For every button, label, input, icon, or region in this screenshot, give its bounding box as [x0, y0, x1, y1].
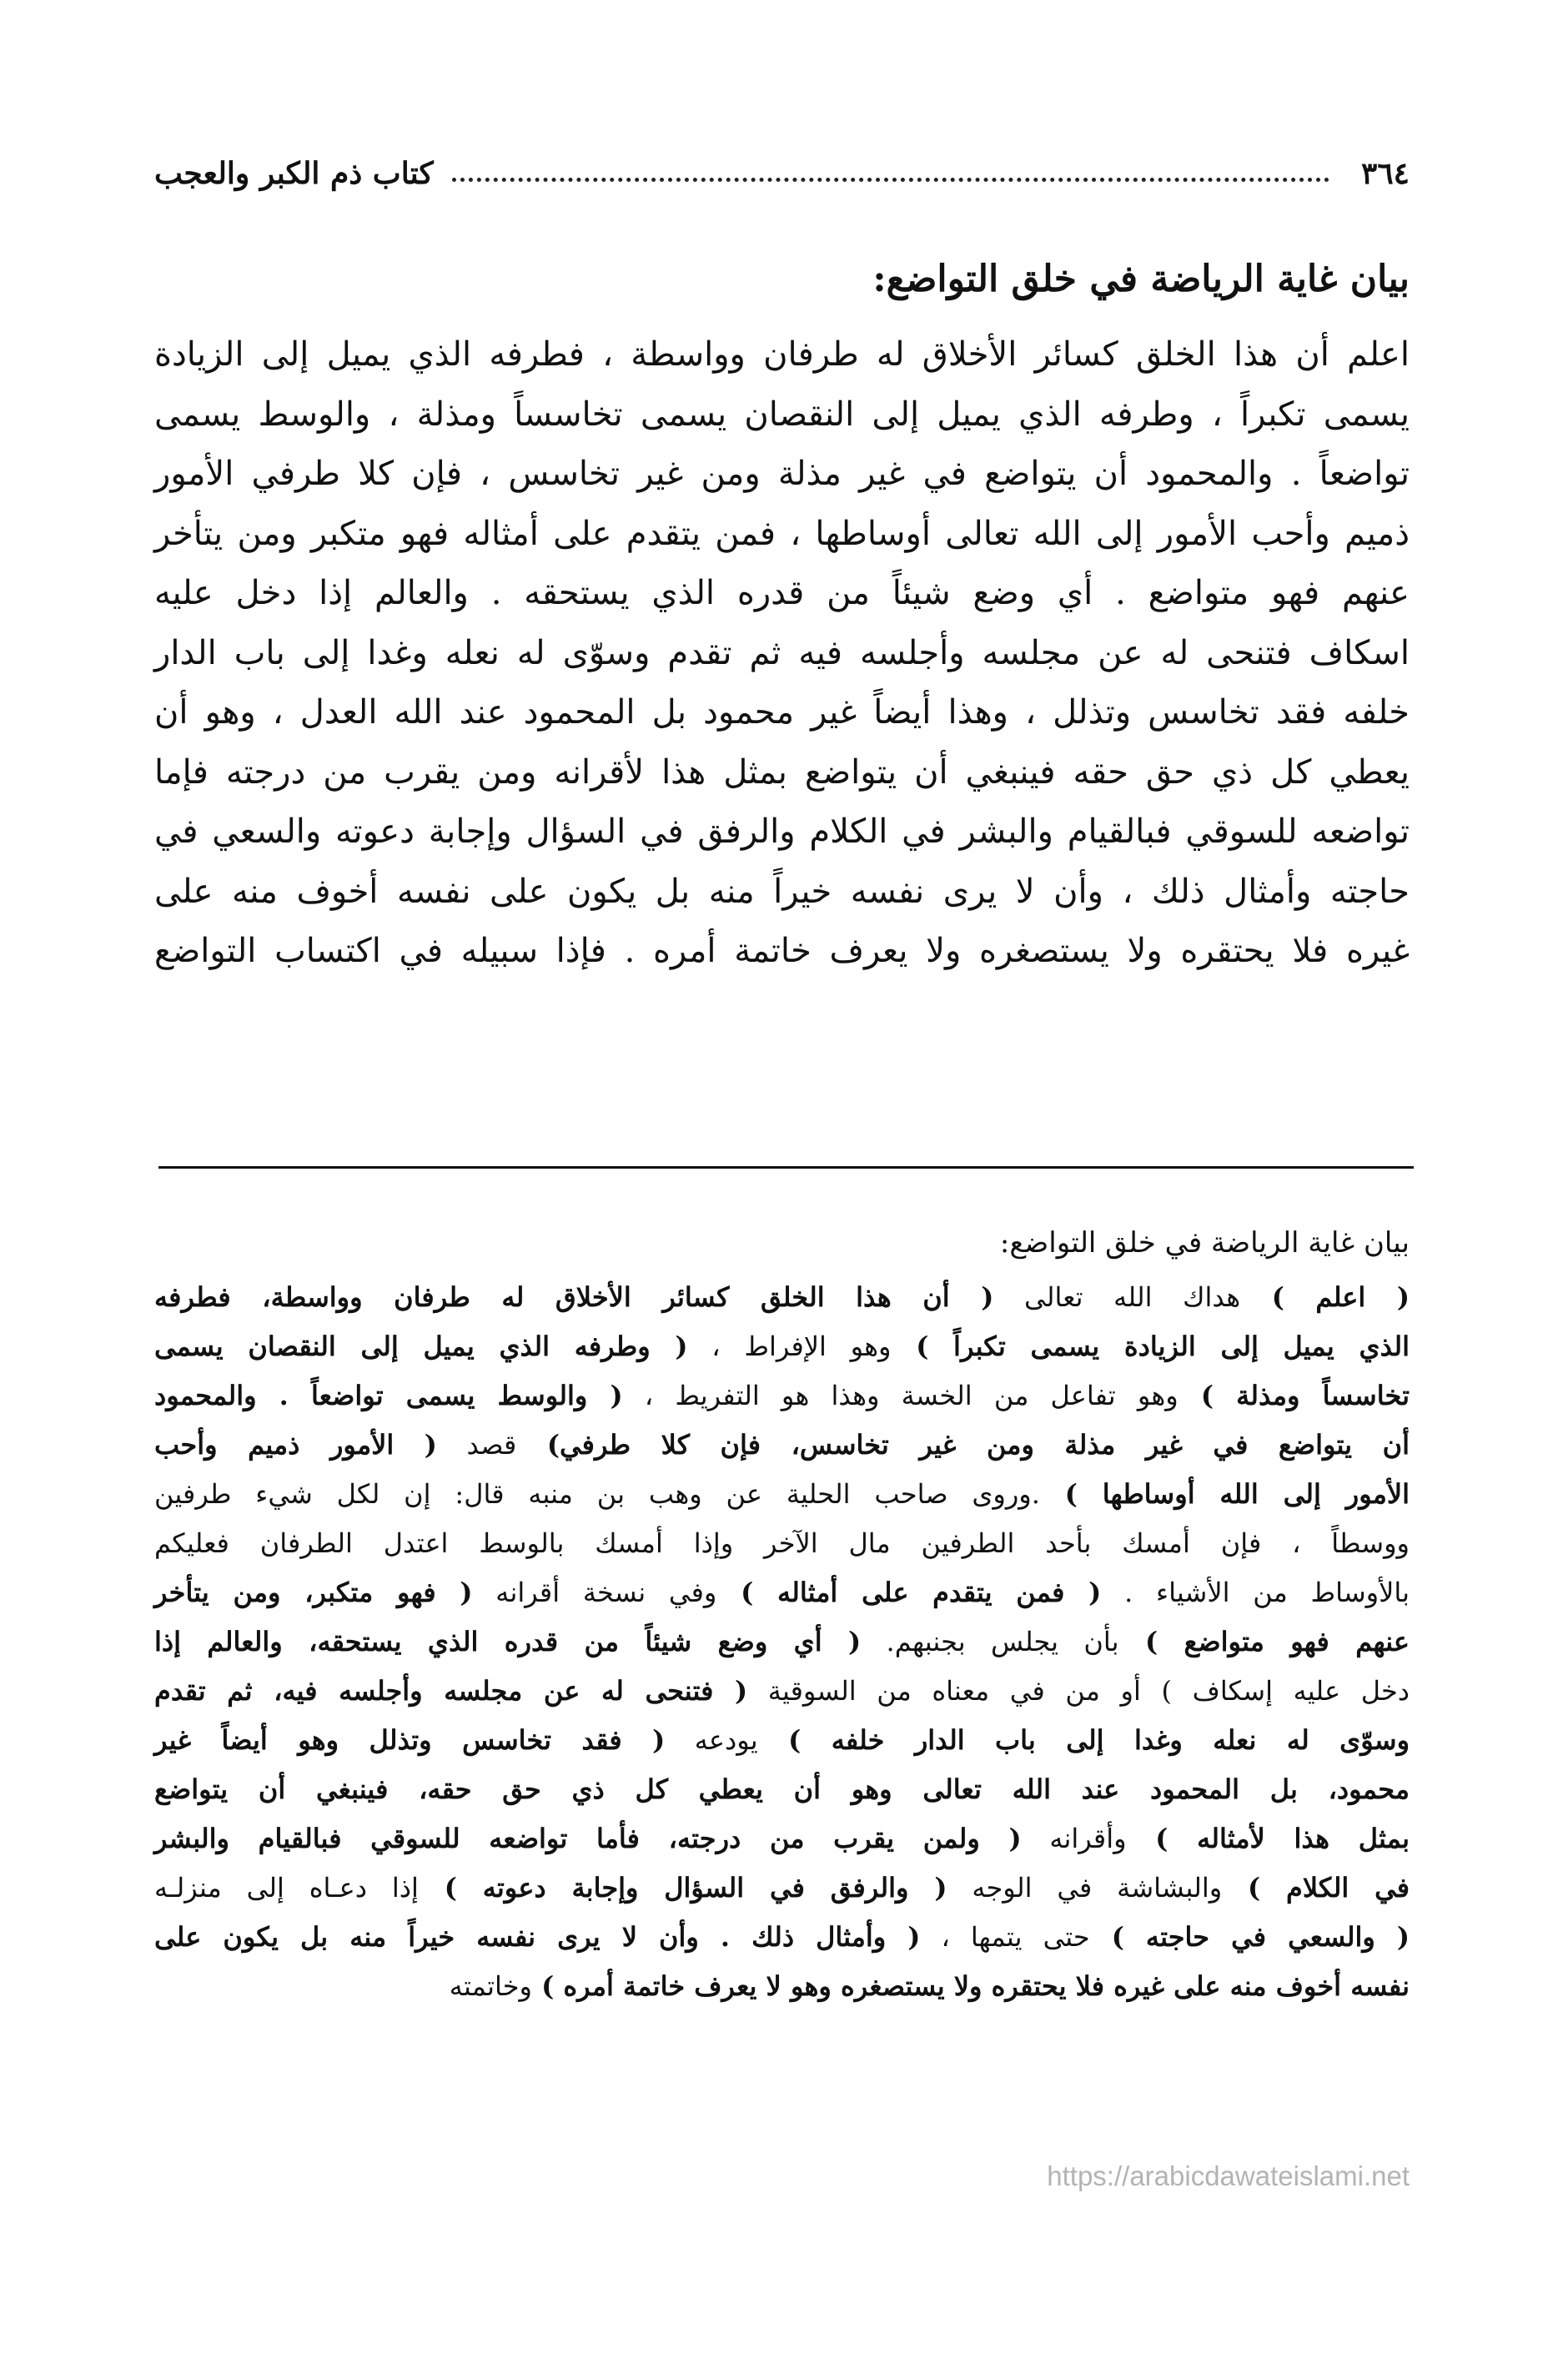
commentary-text: قصد — [436, 1429, 517, 1461]
commentary-text: والبشاشة في الوجه — [947, 1872, 1223, 1904]
quoted-matn-text: بمثل هذا لأمثاله ) — [1126, 1823, 1410, 1854]
main-line: اسكاف فتنحى له عن مجلسه وأجلسه فيه ثم تقدم وسوّى له نعله وغدا إلى باب الدار — [154, 633, 1410, 672]
commentary-text: إذا دعـاه إلى منزلـه — [154, 1872, 419, 1904]
quoted-matn-text: عنهم فهو متواضع ) — [1118, 1626, 1410, 1657]
main-line: يسمى تكبراً ، وطرفه الذي يميل إلى النقصان يسمى تخاسساً ومذلة ، والوسط يسمى — [154, 395, 1410, 434]
commentary-text: وفي نسخة أقرانه — [472, 1577, 717, 1608]
commentary-line — [154, 1371, 1410, 1421]
commentary-heading: بيان غاية الرياضة في خلق التواضع: — [999, 1226, 1410, 1260]
quoted-matn-text: ( أن هذا الخلق كسائر الأخلاق له طرفان وواسطة، فطرفه — [154, 1281, 994, 1313]
commentary-text: أو من في معناه من السوقية — [747, 1675, 1141, 1707]
quoted-matn-text: ( والسعي في حاجته ) — [1089, 1921, 1410, 1953]
quoted-matn-text: تخاسساً ومذلة ) — [1178, 1380, 1410, 1411]
quoted-matn-text: ( فتنحى له عن مجلسه وأجلسه فيه، ثم تقدم — [154, 1675, 748, 1707]
quoted-matn-text: أن يتواضع في غير مذلة ومن غير تخاسس، فإن كلا طرفي) — [516, 1429, 1410, 1461]
quoted-matn-text: الأمور إلى الله أوساطها ) — [1039, 1478, 1410, 1510]
main-line: غيره فلا يحتقره ولا يستصغره ولا يعرف خاتمة أمره . فإذا سبيله في اكتساب التواضع — [154, 932, 1410, 970]
commentary-line — [154, 1470, 1410, 1519]
commentary-text: وخاتمته — [449, 1970, 532, 2002]
header-dotted-leader — [452, 178, 1329, 182]
commentary-text: وأقرانه — [1021, 1823, 1127, 1854]
commentary-line — [154, 1814, 1410, 1864]
commentary — [154, 1220, 1410, 2011]
quoted-matn-text: ( الأمور ذميم وأحب — [154, 1429, 437, 1461]
main-line: يعطي كل ذي حق حقه فينبغي أن يتواضع بمثل هذا لأقرانه ومن يقرب من درجته فإما — [154, 752, 1410, 792]
quoted-matn-text: في الكلام ) — [1222, 1872, 1410, 1904]
book-title: كتاب ذم الكبر والعجب — [154, 156, 434, 191]
main-paragraph — [154, 325, 1410, 982]
quoted-matn-text: محمود، بل المحمود عند الله تعالى وهو أن يعطي كل ذي حق حقه، فينبغي أن يتواضع — [154, 1773, 1410, 1805]
main-line: تواضعاً . والمحمود أن يتواضع في غير مذلة ومن غير تخاسس ، فإن كلا طرفي الأمور — [154, 455, 1410, 493]
commentary-line — [154, 1913, 1410, 1962]
main-text — [154, 250, 1410, 982]
commentary-line — [154, 1962, 1410, 2011]
quoted-matn-text: ( والوسط يسمى تواضعاً . والمحمود — [154, 1380, 623, 1411]
commentary-text: وهو الإفراط ، — [687, 1330, 892, 1362]
commentary-line — [154, 1273, 1410, 1322]
quoted-matn-text: ( وطرفه الذي يميل إلى النقصان يسمى — [154, 1330, 688, 1362]
commentary-text: يودعه — [665, 1724, 758, 1756]
commentary-line — [154, 1568, 1410, 1617]
quoted-matn-text: ( فهو متكبر، ومن يتأخر — [154, 1577, 473, 1608]
commentary-line — [154, 1864, 1410, 1913]
commentary-text: .وروى صاحب الحلية عن وهب بن منبه قال: إن لكل شيء طرفين — [154, 1478, 1040, 1510]
quoted-matn-text: ( فمن يتقدم على أمثاله ) — [716, 1577, 1102, 1608]
page-number: ٣٦٤ — [1360, 156, 1410, 191]
main-line: عنهم فهو متواضع . أي وضع شيئاً من قدره الذي يستحقه . والعالم إذا دخل عليه — [154, 574, 1410, 612]
quoted-matn-text: ( فقد تخاسس وتذلل وهو أيضاً غير — [154, 1724, 666, 1756]
commentary-line — [154, 1667, 1410, 1716]
quoted-matn-text: نفسه أخوف منه على غيره فلا يحتقره ولا يستصغره وهو لا يعرف خاتمة أمره ) — [531, 1970, 1410, 2002]
main-line: خلفه فقد تخاسس وتذلل ، وهذا أيضاً غير محمود بل المحمود عند الله العدل ، وهو أن — [154, 693, 1410, 732]
main-line: اعلم أن هذا الخلق كسائر الأخلاق له طرفان وواسطة ، فطرفه الذي يميل إلى الزيادة — [154, 335, 1410, 374]
quoted-matn-text: الذي يميل إلى الزيادة يسمى تكبراً ) — [891, 1330, 1410, 1362]
quoted-matn-text: وسوّى له نعله وغدا إلى باب الدار خلفه ) — [757, 1724, 1410, 1756]
commentary-line — [154, 1519, 1410, 1568]
commentary-text: هداك الله تعالى — [993, 1281, 1241, 1313]
commentary-line — [154, 1716, 1410, 1765]
footnote-separator — [158, 1166, 1414, 1169]
quoted-matn-text: ( ولمن يقرب من درجته، فأما تواضعه للسوقي فبالقيام والبشر — [154, 1823, 1022, 1854]
commentary-text: وهو تفاعل من الخسة وهذا هو التفريط ، — [622, 1380, 1179, 1411]
watermark: https://arabicdawateislami.net — [1047, 2160, 1410, 2191]
commentary-text: بالأوساط من الأشياء . — [1101, 1577, 1410, 1608]
main-line: تواضعه للسوقي فبالقيام والبشر في الكلام والرفق في السؤال وإجابة دعوته والسعي في — [154, 812, 1410, 851]
commentary-text: حتى يتمها ، — [920, 1921, 1090, 1953]
commentary-text: دخل عليه إسكاف ) — [1140, 1675, 1410, 1707]
commentary-text: بأن يجلس بجنبهم. — [861, 1626, 1119, 1657]
quoted-matn-text: ( والرفق في السؤال وإجابة دعوته ) — [418, 1872, 947, 1904]
commentary-line — [154, 1765, 1410, 1814]
main-line: حاجته وأمثال ذلك ، وأن لا يرى نفسه خيراً منه بل يكون على نفسه أخوف منه على — [154, 872, 1410, 911]
section-heading: بيان غاية الرياضة في خلق التواضع: — [872, 258, 1410, 300]
commentary-line — [154, 1322, 1410, 1371]
commentary-body — [154, 1273, 1410, 2011]
running-head — [154, 148, 1410, 199]
commentary-line — [154, 1617, 1410, 1667]
quoted-matn-text: ( أي وضع شيئاً من قدره الذي يستحقه، والعالم إذا — [154, 1626, 862, 1657]
main-line: ذميم وأحب الأمور إلى الله تعالى أوساطها ، فمن يتقدم على أمثاله فهو متكبر ومن يتأخر — [154, 514, 1410, 553]
commentary-text: ووسطاً ، فإن أمسك بأحد الطرفين مال الآخر وإذا أمسك بالوسط اعتدل الطرفان فعليكم — [154, 1527, 1410, 1559]
commentary-line — [154, 1421, 1410, 1470]
quoted-matn-text: ( وأمثال ذلك . وأن لا يرى نفسه خيراً منه بل يكون على — [154, 1921, 921, 1953]
quoted-matn-text: ( اعلم ) — [1240, 1281, 1410, 1313]
